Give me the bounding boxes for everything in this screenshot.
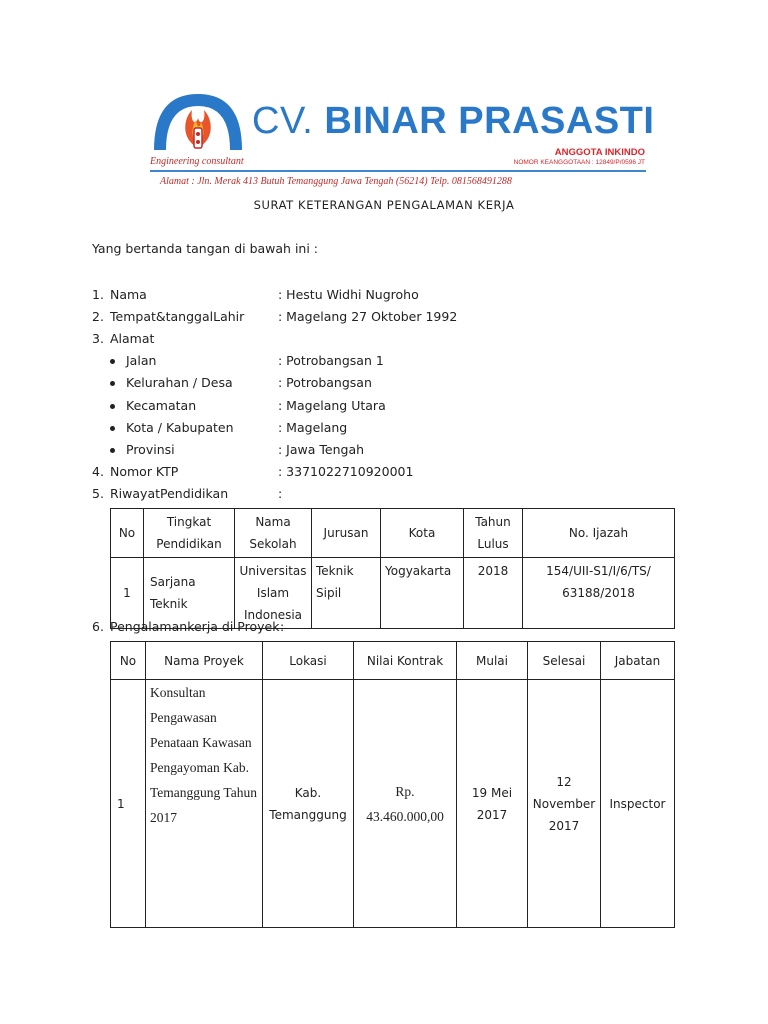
company-address: Alamat : Jln. Merak 413 Butuh Temanggung Jawa Tengah (56214) Telp. 081568491288 bbox=[160, 176, 512, 187]
table-cell: 154/UII-S1/I/6/TS/ 63188/2018 bbox=[523, 558, 675, 629]
field-alamat bbox=[0, 331, 768, 349]
field-value: : bbox=[278, 486, 283, 501]
experience-heading bbox=[0, 619, 768, 637]
field-number: 6. bbox=[92, 619, 104, 634]
table-header: Lokasi bbox=[263, 642, 354, 680]
address-label: Jalan bbox=[126, 353, 157, 368]
address-value: : Potrobangsan bbox=[278, 375, 372, 390]
table-header: Mulai bbox=[457, 642, 528, 680]
table-cell: 12 November 2017 bbox=[528, 680, 601, 928]
table-header-row bbox=[111, 642, 675, 680]
field-colon: : bbox=[280, 619, 285, 634]
table-cell: 1 bbox=[111, 558, 144, 629]
table-cell: 2018 bbox=[464, 558, 523, 629]
field-label: Tempat&tanggalLahir bbox=[110, 309, 245, 324]
field-ttl bbox=[0, 309, 768, 327]
document-title: SURAT KETERANGAN PENGALAMAN KERJA bbox=[253, 198, 515, 212]
table-header-row bbox=[111, 509, 675, 558]
bullet-icon bbox=[110, 381, 115, 386]
field-nama bbox=[0, 287, 768, 305]
address-label: Kota / Kabupaten bbox=[126, 420, 234, 435]
field-label: RiwayatPendidikan bbox=[110, 486, 229, 501]
table-header: No bbox=[111, 642, 146, 680]
address-item bbox=[0, 398, 768, 416]
table-header: Tahun Lulus bbox=[464, 509, 523, 558]
field-label: Nomor KTP bbox=[110, 464, 179, 479]
table-row bbox=[111, 680, 675, 928]
company-name-bold: BINAR PRASASTI bbox=[324, 100, 655, 142]
table-cell: Konsultan Pengawasan Penataan Kawasan Pengayoman Kab. Temanggung Tahun 2017 bbox=[146, 680, 263, 928]
address-value: : Magelang Utara bbox=[278, 398, 386, 413]
address-label: Provinsi bbox=[126, 442, 175, 457]
field-number: 4. bbox=[92, 464, 104, 479]
field-number: 5. bbox=[92, 486, 104, 501]
table-cell: Sarjana Teknik bbox=[144, 558, 235, 629]
bullet-icon bbox=[110, 404, 115, 409]
field-number: 1. bbox=[92, 287, 104, 302]
table-cell: Teknik Sipil bbox=[312, 558, 381, 629]
bullet-icon bbox=[110, 426, 115, 431]
table-header: Selesai bbox=[528, 642, 601, 680]
table-row bbox=[111, 558, 675, 629]
table-header: No. Ijazah bbox=[523, 509, 675, 558]
address-value: : Magelang bbox=[278, 420, 348, 435]
table-header: Nama Proyek bbox=[146, 642, 263, 680]
table-header: Kota bbox=[381, 509, 464, 558]
membership-label: ANGGOTA INKINDO bbox=[554, 147, 645, 158]
address-value: : Potrobangsan 1 bbox=[278, 353, 384, 368]
education-table bbox=[110, 508, 675, 629]
table-cell: Yogyakarta bbox=[381, 558, 464, 629]
tagline: Engineering consultant bbox=[150, 156, 244, 167]
field-ktp bbox=[0, 464, 768, 482]
table-header: No bbox=[111, 509, 144, 558]
table-cell: Rp. 43.460.000,00 bbox=[354, 680, 457, 928]
table-header: Nama Sekolah bbox=[235, 509, 312, 558]
address-item bbox=[0, 420, 768, 438]
field-number: 2. bbox=[92, 309, 104, 324]
field-value: : 3371022710920001 bbox=[278, 464, 414, 479]
table-header: Tingkat Pendidikan bbox=[144, 509, 235, 558]
experience-table bbox=[110, 641, 675, 928]
field-label: Alamat bbox=[110, 331, 155, 346]
bullet-icon bbox=[110, 448, 115, 453]
company-name bbox=[252, 100, 654, 143]
table-cell: Universitas Islam Indonesia bbox=[235, 558, 312, 629]
company-logo bbox=[150, 88, 246, 164]
field-label: Nama bbox=[110, 287, 147, 302]
field-value: : Hestu Widhi Nugroho bbox=[278, 287, 419, 302]
address-label: Kecamatan bbox=[126, 398, 197, 413]
table-header: Jabatan bbox=[601, 642, 675, 680]
table-cell: 19 Mei 2017 bbox=[457, 680, 528, 928]
table-header: Jurusan bbox=[312, 509, 381, 558]
bullet-icon bbox=[110, 359, 115, 364]
address-item bbox=[0, 353, 768, 371]
field-number: 3. bbox=[92, 331, 104, 346]
company-prefix: CV. bbox=[252, 100, 314, 142]
table-header: Nilai Kontrak bbox=[354, 642, 457, 680]
field-label: Pengalamankerja di Proyek bbox=[110, 619, 280, 634]
intro-text: Yang bertanda tangan di bawah ini : bbox=[92, 241, 319, 256]
address-item bbox=[0, 375, 768, 393]
field-value: : Magelang 27 Oktober 1992 bbox=[278, 309, 458, 324]
address-value: : Jawa Tengah bbox=[278, 442, 365, 457]
letterhead-divider bbox=[150, 170, 646, 172]
table-cell: Inspector bbox=[601, 680, 675, 928]
address-item bbox=[0, 442, 768, 460]
member-number: NOMOR KEANGGOTAAN : 12849/P/0596 JT bbox=[513, 159, 645, 166]
field-pendidikan bbox=[0, 486, 768, 504]
address-label: Kelurahan / Desa bbox=[126, 375, 233, 390]
table-cell: 1 bbox=[111, 680, 146, 928]
table-cell: Kab. Temanggung bbox=[263, 680, 354, 928]
